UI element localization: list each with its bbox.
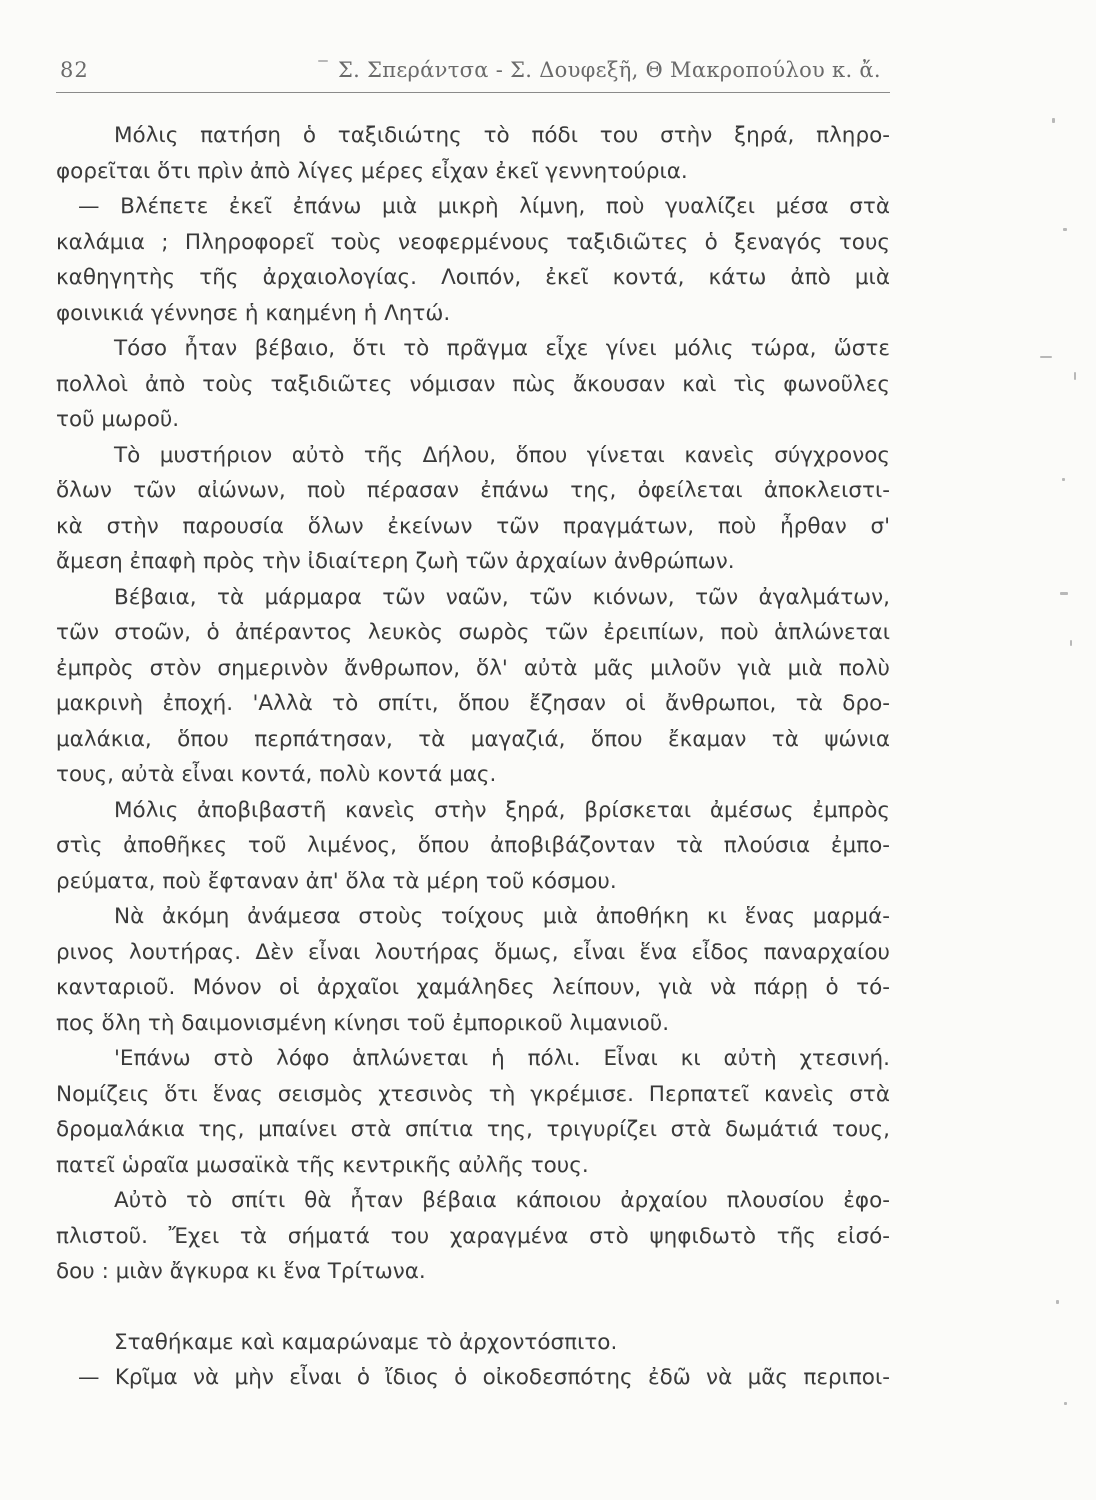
scan-speck: [318, 60, 328, 62]
text-line: ἄμεση ἐπαφὴ πρὸς τὴν ἰδιαίτερη ζωὴ τῶν ἀρχαίων ἀνθρώπων.: [56, 549, 735, 574]
text-line: καλάμια ; Πληροφορεῖ τοὺς νεοφερμένους ταξιδιῶτες ὁ ξεναγός τους: [56, 229, 890, 255]
paragraph-1: [56, 118, 890, 189]
text-line: — Βλέπετε ἐκεῖ ἐπάνω μιὰ μικρὴ λίμνη, ποὺ γυαλίζει μέσα στὰ: [78, 194, 890, 219]
text-line: κανταριοῦ. Μόνον οἱ ἀρχαῖοι χαμάληδες λείπουν, γιὰ νὰ πάρῃ ὁ τό-: [56, 975, 890, 1000]
paragraph-5: [56, 580, 890, 793]
text-line: τους, αὐτὰ εἶναι κοντά, πολὺ κοντά μας.: [56, 762, 497, 787]
scan-speck: [1040, 356, 1052, 358]
scan-speck: [1062, 478, 1065, 481]
text-line: ρινος λουτήρας. Δὲν εἶναι λουτήρας ὅμως, εἶναι ἕνα εἶδος παναρχαίου: [56, 939, 890, 965]
text-line: Αὐτὸ τὸ σπίτι θὰ ἦταν βέβαια κάποιου ἀρχαίου πλουσίου ἐφο-: [114, 1188, 890, 1213]
text-line: δου : μιὰν ἄγκυρα κι ἕνα Τρίτωνα.: [56, 1259, 426, 1284]
text-line: Τὸ μυστήριον αὐτὸ τῆς Δήλου, ὅπου γίνεται κανεὶς σύγχρονος: [114, 442, 890, 468]
page-number: 82: [60, 58, 89, 82]
paragraph-4: [56, 438, 890, 580]
text-line: κὰ στὴν παρουσία ὅλων ἐκείνων τῶν πραγμάτων, ποὺ ἦρθαν σ': [56, 513, 890, 539]
paragraph-6: [56, 793, 890, 900]
paragraph-2: [56, 189, 890, 331]
scan-speck: [1070, 640, 1072, 646]
text-line: μαλάκια, ὅπου περπάτησαν, τὰ μαγαζιά, ὅπου ἔκαμαν τὰ ψώνια: [56, 726, 890, 752]
text-line: πολλοὶ ἀπὸ τοὺς ταξιδιῶτες νόμισαν πὼς ἄκουσαν καὶ τὶς φωνοῦλες: [56, 371, 890, 397]
body-text: [56, 118, 890, 1396]
text-line: Μόλις ἀποβιβαστῆ κανεὶς στὴν ξηρά, βρίσκεται ἀμέσως ἐμπρὸς: [114, 797, 890, 823]
scan-speck: [1060, 592, 1068, 595]
text-line: — Κρῖμα νὰ μὴν εἶναι ὁ ἴδιος ὁ οἰκοδεσπότης ἐδῶ νὰ μᾶς περιποι-: [78, 1365, 890, 1390]
text-line: Σταθήκαμε καὶ καμαρώναμε τὸ ἀρχοντόσπιτο.: [114, 1329, 618, 1355]
scan-speck: [1063, 228, 1067, 231]
text-line: Μόλις πατήση ὁ ταξιδιώτης τὸ πόδι του στὴν ξηρά, πληρο-: [114, 123, 890, 148]
text-line: Βέβαια, τὰ μάρμαρα τῶν ναῶν, τῶν κιόνων, τῶν ἀγαλμάτων,: [114, 584, 890, 610]
running-title: Σ. Σπεράντσα - Σ. Δουφεξῆ, Θ Μακροπούλου κ. ἄ.: [338, 58, 881, 82]
text-line: ἐμπρὸς στὸν σημερινὸν ἄνθρωπον, ὅλ' αὐτὰ μᾶς μιλοῦν γιὰ μιὰ πολὺ: [56, 655, 890, 681]
text-line: Τόσο ἦταν βέβαιο, ὅτι τὸ πρᾶγμα εἶχε γίνει μόλις τώρα, ὥστε: [114, 336, 890, 361]
text-line: τῶν στοῶν, ὁ ἀπέραντος λευκὸς σωρὸς τῶν ἐρειπίων, ποὺ ἁπλώνεται: [56, 620, 890, 645]
text-line: Νομίζεις ὅτι ἕνας σεισμὸς χτεσινὸς τὴ γκρέμισε. Περπατεῖ κανεὶς στὰ: [56, 1081, 890, 1107]
paragraph-3: [56, 331, 890, 438]
paragraph-7: [56, 899, 890, 1041]
text-line: στὶς ἀποθῆκες τοῦ λιμένος, ὅπου ἀποβιβάζονταν τὰ πλούσια ἐμπο-: [56, 833, 890, 858]
header-rule: [56, 92, 890, 93]
paragraph-10: [56, 1325, 890, 1361]
paragraph-9: [56, 1183, 890, 1290]
text-line: Νὰ ἀκόμη ἀνάμεσα στοὺς τοίχους μιὰ ἀποθήκη κι ἕνας μαρμά-: [114, 904, 890, 929]
text-line: τοῦ μωροῦ.: [56, 407, 180, 432]
text-line: μακρινὴ ἐποχή. 'Αλλὰ τὸ σπίτι, ὅπου ἔζησαν οἱ ἄνθρωποι, τὰ δρο-: [56, 691, 890, 716]
text-line: δρομαλάκια της, μπαίνει στὰ σπίτια της, τριγυρίζει στὰ δωμάτιά τους,: [56, 1117, 890, 1142]
text-line: πατεῖ ὡραῖα μωσαϊκὰ τῆς κεντρικῆς αὐλῆς τους.: [56, 1152, 589, 1178]
text-line: πος ὅλη τὴ δαιμονισμένη κίνησι τοῦ ἐμπορικοῦ λιμανιοῦ.: [56, 1010, 670, 1036]
paragraph-11: [56, 1360, 890, 1396]
scan-speck: [1064, 1402, 1067, 1405]
scan-speck: [1052, 118, 1055, 123]
scan-speck: [1056, 1300, 1059, 1304]
text-line: καθηγητὴς τῆς ἀρχαιολογίας. Λοιπόν, ἐκεῖ κοντά, κάτω ἀπὸ μιὰ: [56, 265, 890, 290]
scan-speck: [1074, 372, 1076, 380]
text-line: πλιστοῦ. Ἔχει τὰ σήματά του χαραγμένα στὸ ψηφιδωτὸ τῆς εἰσό-: [56, 1223, 890, 1249]
text-line: 'Επάνω στὸ λόφο ἁπλώνεται ἡ πόλι. Εἶναι κι αὐτὴ χτεσινή.: [114, 1046, 890, 1071]
text-line: φοινικιά γέννησε ἡ καημένη ἡ Λητώ.: [56, 300, 451, 326]
paragraph-8: [56, 1041, 890, 1183]
text-line: ὅλων τῶν αἰώνων, ποὺ πέρασαν ἐπάνω της, ὀφείλεται ἀποκλειστι-: [56, 478, 890, 503]
section-gap: [56, 1290, 890, 1325]
text-line: ρεύματα, ποὺ ἔφταναν ἀπ' ὅλα τὰ μέρη τοῦ κόσμου.: [56, 868, 617, 894]
text-line: φορεῖται ὅτι πρὶν ἀπὸ λίγες μέρες εἶχαν ἐκεῖ γεννητούρια.: [56, 158, 688, 184]
